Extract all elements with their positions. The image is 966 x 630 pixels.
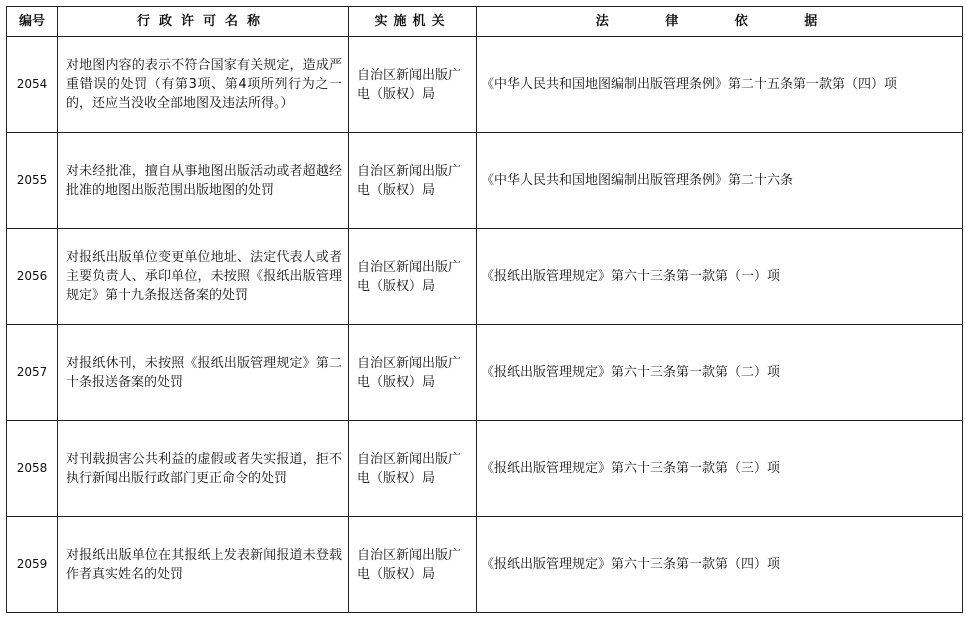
table-row bbox=[7, 421, 963, 517]
table-row bbox=[7, 37, 963, 133]
row-agency: 自治区新闻出版广电（版权）局 bbox=[349, 133, 477, 229]
row-permit-name: 对未经批准，擅自从事地图出版活动或者超越经批准的地图出版范围出版地图的处罚 bbox=[58, 133, 349, 229]
header-number: 编号 bbox=[7, 7, 58, 37]
row-agency: 自治区新闻出版广电（版权）局 bbox=[349, 37, 477, 133]
row-number: 2056 bbox=[7, 229, 58, 325]
row-agency: 自治区新闻出版广电（版权）局 bbox=[349, 517, 477, 613]
row-legal-basis: 《中华人民共和国地图编制出版管理条例》第二十五条第一款第（四）项 bbox=[477, 37, 963, 133]
row-legal-basis: 《报纸出版管理规定》第六十三条第一款第（四）项 bbox=[477, 517, 963, 613]
row-number: 2059 bbox=[7, 517, 58, 613]
row-legal-basis: 《报纸出版管理规定》第六十三条第一款第（二）项 bbox=[477, 325, 963, 421]
row-legal-basis: 《报纸出版管理规定》第六十三条第一款第（一）项 bbox=[477, 229, 963, 325]
header-row bbox=[7, 7, 963, 37]
row-number: 2057 bbox=[7, 325, 58, 421]
row-permit-name: 对刊载损害公共利益的虚假或者失实报道，拒不执行新闻出版行政部门更正命令的处罚 bbox=[58, 421, 349, 517]
row-permit-name: 对报纸出版单位变更单位地址、法定代表人或者主要负责人、承印单位，未按照《报纸出版管理规定》第十九条报送备案的处罚 bbox=[58, 229, 349, 325]
table-row bbox=[7, 133, 963, 229]
row-permit-name: 对报纸休刊，未按照《报纸出版管理规定》第二十条报送备案的处罚 bbox=[58, 325, 349, 421]
row-agency: 自治区新闻出版广电（版权）局 bbox=[349, 229, 477, 325]
row-number: 2055 bbox=[7, 133, 58, 229]
row-number: 2054 bbox=[7, 37, 58, 133]
table-row bbox=[7, 325, 963, 421]
table-row bbox=[7, 517, 963, 613]
header-legal-basis: 法 律 依 据 bbox=[477, 7, 963, 37]
row-legal-basis: 《报纸出版管理规定》第六十三条第一款第（三）项 bbox=[477, 421, 963, 517]
row-permit-name: 对报纸出版单位在其报纸上发表新闻报道未登载作者真实姓名的处罚 bbox=[58, 517, 349, 613]
row-agency: 自治区新闻出版广电（版权）局 bbox=[349, 421, 477, 517]
row-legal-basis: 《中华人民共和国地图编制出版管理条例》第二十六条 bbox=[477, 133, 963, 229]
row-agency: 自治区新闻出版广电（版权）局 bbox=[349, 325, 477, 421]
row-permit-name: 对地图内容的表示不符合国家有关规定，造成严重错误的处罚（有第3项、第4项所列行为之一的，还应当没收全部地图及违法所得。） bbox=[58, 37, 349, 133]
table-row bbox=[7, 229, 963, 325]
permit-table bbox=[6, 6, 963, 613]
header-permit-name: 行政许可名称 bbox=[58, 7, 349, 37]
row-number: 2058 bbox=[7, 421, 58, 517]
header-agency: 实施机关 bbox=[349, 7, 477, 37]
